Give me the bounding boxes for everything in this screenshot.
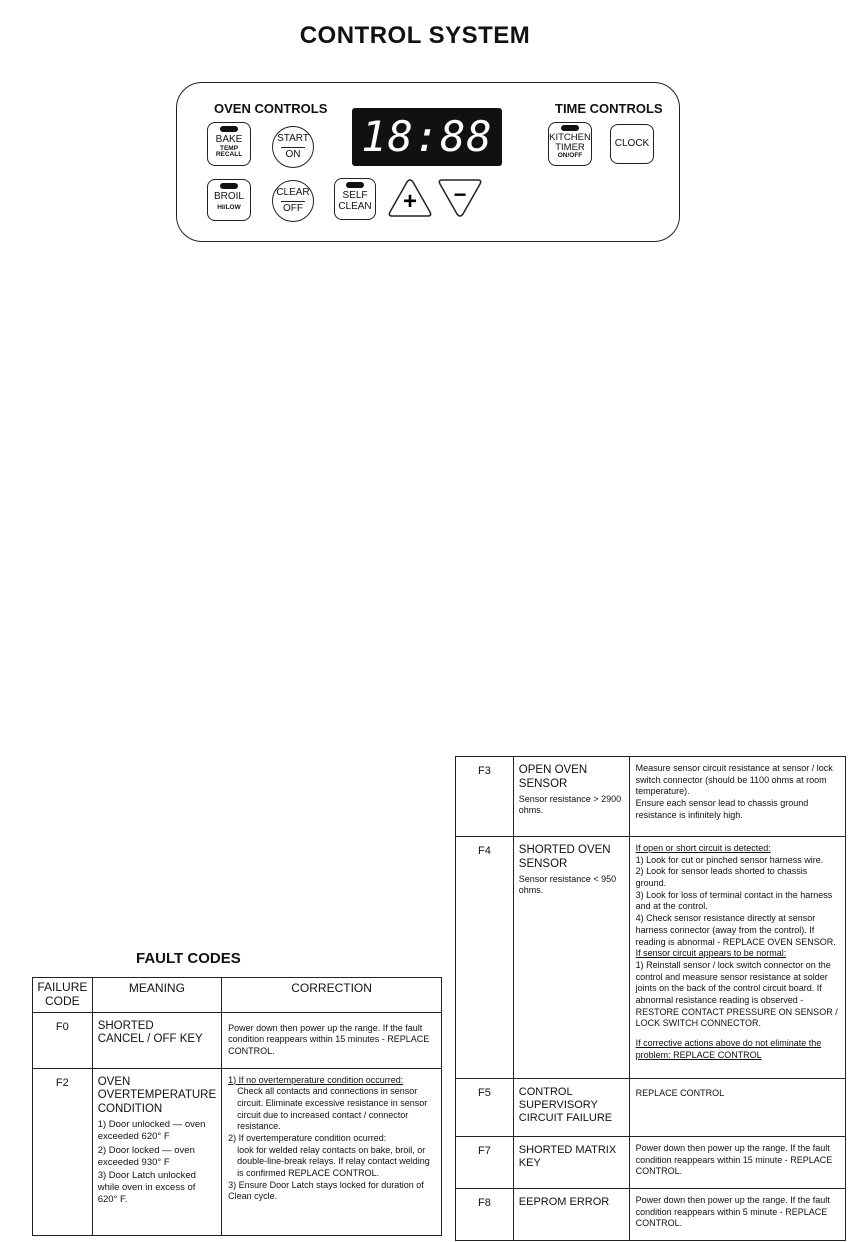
fault-correction: If open or short circuit is detected: 1) Look for cut or pinched sensor harness wire. 2) Look for sensor leads shorted to chassis ground. 3) Look for loss of terminal contact in the harness and at the control. 4) Check sensor resistance directly at sensor harness connector (away from the control). If reading is abnormal - REPLACE OVEN SENSOR. If sensor circuit appears to be normal: 1) Reinstall sensor / lock switch connector on the control and measure sensor resistance at solder joints on the back of the control circuit board. If abnormal resistance reading is observed - RESTORE CONTACT PRESSURE ON SENSOR / LOCK SWITCH CONNECTOR. If corrective actions above do not eliminate the problem: REPLACE CONTROL — [629, 837, 845, 1079]
table-row — [456, 1189, 846, 1241]
kitchen-timer-button[interactable] — [548, 122, 592, 166]
table-row — [33, 1012, 442, 1068]
fault-meaning: SHORTED MATRIX KEY — [513, 1137, 629, 1189]
fault-table-right — [455, 756, 846, 1241]
fault-meaning: CONTROL SUPERVISORY CIRCUIT FAILURE — [513, 1079, 629, 1137]
clock-button[interactable] — [610, 124, 654, 164]
fault-meaning: SHORTED OVEN SENSOR Sensor resistance < 950 ohms. — [513, 837, 629, 1079]
broil-hi-low-label: HI/LOW — [217, 203, 241, 211]
start-label: START — [277, 133, 309, 144]
correction-column-header: CORRECTION — [222, 978, 442, 1013]
minus-button[interactable] — [436, 176, 484, 220]
fault-meaning: OPEN OVEN SENSOR Sensor resistance > 2900 ohms. — [513, 757, 629, 837]
meaning-column-header: MEANING — [92, 978, 221, 1013]
fault-code: F2 — [33, 1068, 93, 1235]
self-clean-indicator-light — [346, 182, 364, 188]
bake-temp-label: TEMP — [219, 144, 239, 152]
bake-indicator-light — [220, 126, 238, 132]
bake-recall-label: RECALL — [215, 151, 243, 159]
broil-label: BROIL — [213, 191, 244, 202]
fault-code: F4 — [456, 837, 514, 1079]
fault-correction: 1) If no overtemperature condition occurred: Check all contacts and connections in sensor circuit. Eliminate excessive resistance in sensor circuit due to increased contact / connector resistance. 2) If overtemperature condition ocurred: look for welded relay contacts on bake, broil, or double-line-break relays. If relay contact welding is confirmed REPLACE CONTROL. 3) Ensure Door Latch stays locked for duration of Clean cycle. — [222, 1068, 442, 1235]
self-label: SELF — [342, 190, 368, 201]
digital-display: 18:88 — [352, 108, 502, 166]
clear-divider — [281, 201, 305, 202]
table-header-row — [33, 978, 442, 1013]
table-row — [33, 1068, 442, 1235]
clear-label: CLEAR — [276, 187, 310, 198]
clock-label: CLOCK — [614, 138, 650, 149]
table-row — [456, 837, 846, 1079]
plus-icon: + — [402, 188, 418, 215]
start-button[interactable] — [272, 126, 314, 168]
oven-controls-label: OVEN CONTROLS — [214, 101, 328, 116]
fault-table-left — [32, 977, 442, 1236]
broil-indicator-light — [220, 183, 238, 189]
fault-correction: Power down then power up the range. If the fault condition reappears within 5 minute - REPLACE CONTROL. — [629, 1189, 845, 1241]
fault-code: F0 — [33, 1012, 93, 1068]
minus-icon: − — [453, 182, 467, 207]
clear-off-label: OFF — [283, 202, 303, 214]
table-row — [456, 1137, 846, 1189]
table-row — [456, 757, 846, 837]
table-row — [456, 1079, 846, 1137]
bake-label: BAKE — [215, 134, 243, 145]
timer-on-off-label: ON/OFF — [557, 151, 583, 159]
start-divider — [281, 147, 305, 148]
fault-meaning: EEPROM ERROR — [513, 1189, 629, 1241]
clear-button[interactable] — [272, 180, 314, 222]
timer-label: TIMER — [555, 141, 585, 153]
fault-code: F8 — [456, 1189, 514, 1241]
fault-code: F5 — [456, 1079, 514, 1137]
fault-correction: REPLACE CONTROL — [629, 1079, 845, 1137]
fault-meaning: SHORTED CANCEL / OFF KEY — [92, 1012, 221, 1068]
fault-correction: Measure sensor circuit resistance at sensor / lock switch connector (should be 1100 ohms at room temperature). Ensure each sensor lead to chassis ground resistance is infinitely high. — [629, 757, 845, 837]
kitchen-timer-indicator-light — [561, 125, 579, 131]
fault-correction: Power down then power up the range. If the fault condition reappears within 15 minute - REPLACE CONTROL. — [629, 1137, 845, 1189]
fault-code: F7 — [456, 1137, 514, 1189]
fault-correction: Power down then power up the range. If the fault condition reappears within 15 minutes - REPLACE CONTROL. — [222, 1012, 442, 1068]
clean-label: CLEAN — [338, 200, 372, 212]
broil-button[interactable] — [207, 179, 251, 221]
start-on-label: ON — [285, 148, 301, 160]
fault-code: F3 — [456, 757, 514, 837]
fault-meaning: OVEN OVERTEMPERATURE CONDITION 1) Door unlocked — oven exceeded 620° F 2) Door locked — oven exceeded 930° F 3) Door Latch unlocked while oven in excess of 620° F. — [92, 1068, 221, 1235]
plus-button[interactable] — [386, 176, 434, 220]
self-clean-button[interactable] — [334, 178, 376, 220]
bake-button[interactable] — [207, 122, 251, 166]
time-controls-label: TIME CONTROLS — [555, 101, 663, 116]
kitchen-label: KITCHEN — [549, 132, 591, 143]
code-column-header: FAILURE CODE — [33, 978, 93, 1013]
fault-codes-title: FAULT CODES — [136, 950, 241, 967]
page-title: CONTROL SYSTEM — [299, 22, 531, 49]
